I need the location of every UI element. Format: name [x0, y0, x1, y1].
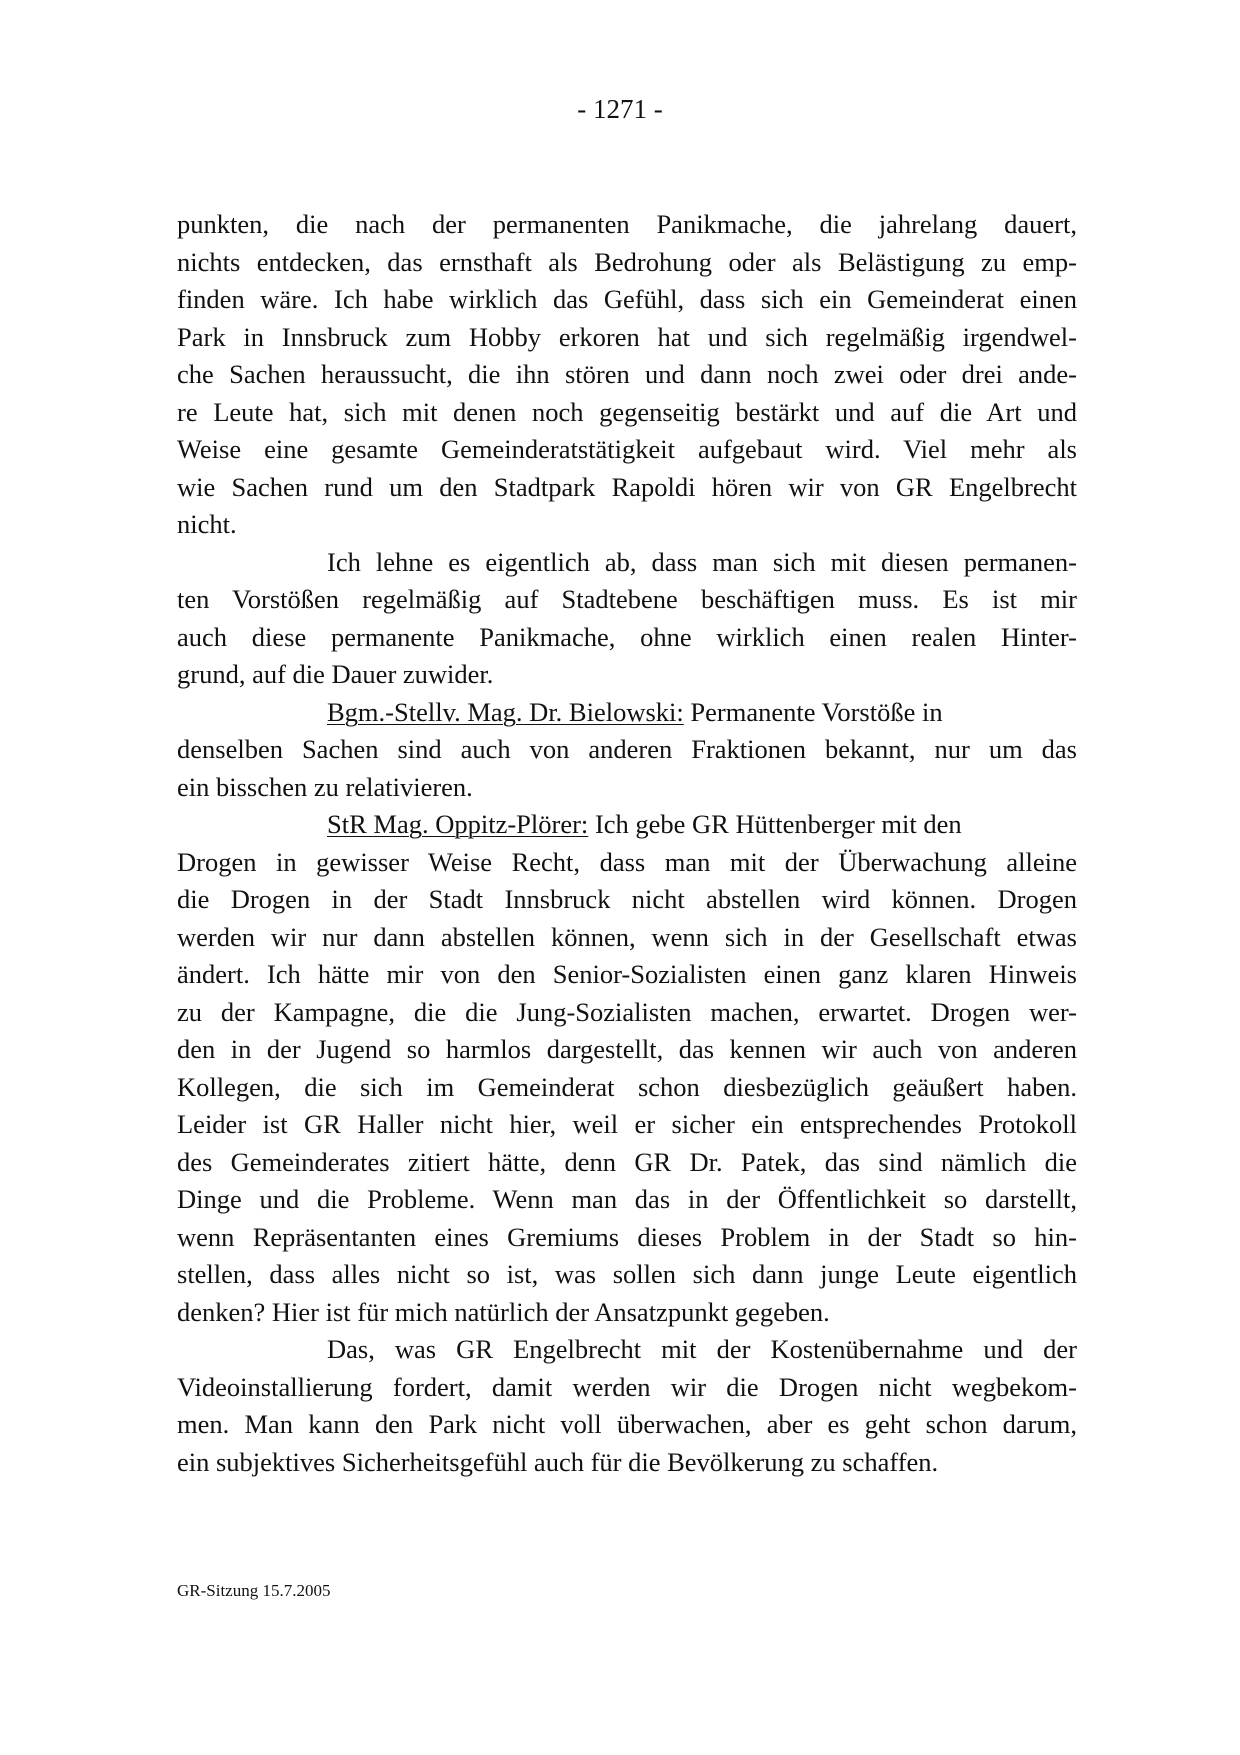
text-line: [177, 694, 1077, 732]
text-line: wenn Repräsentanten eines Gremiums dieses Problem in der Stadt so hin-: [177, 1221, 1077, 1252]
text-line: Ich lehne es eigentlich ab, dass man sich mit diesen permanen-: [327, 546, 1077, 577]
text-line: zu der Kampagne, die die Jung-Sozialisten machen, erwartet. Drogen wer-: [177, 996, 1077, 1027]
paragraph: [177, 544, 1077, 694]
text-line: die Drogen in der Stadt Innsbruck nicht abstellen wird können. Drogen: [177, 884, 1077, 914]
text-line: denken? Hier ist für mich natürlich der Ansatzpunkt gegeben.: [177, 1296, 830, 1327]
paragraph: [177, 1331, 1077, 1481]
text-line: che Sachen heraussucht, die ihn stören und dann noch zwei oder drei ande-: [177, 359, 1077, 389]
text-line: grund, auf die Dauer zuwider.: [177, 659, 494, 689]
text-line: den in der Jugend so harmlos dargestellt, das kennen wir auch von anderen: [177, 1034, 1077, 1064]
text-line: Leider ist GR Haller nicht hier, weil er sicher ein entsprechendes Protokoll: [177, 1109, 1077, 1139]
text-line: wie Sachen rund um den Stadtpark Rapoldi hören wir von GR Engelbrecht: [177, 471, 1077, 502]
text-line: des Gemeinderates zitiert hätte, denn GR Dr. Patek, das sind nämlich die: [177, 1146, 1077, 1177]
page-footer: GR-Sitzung 15.7.2005: [177, 1581, 331, 1600]
text-line: men. Man kann den Park nicht voll überwachen, aber es geht schon darum,: [177, 1409, 1077, 1439]
text-line: nicht.: [177, 509, 237, 539]
text-line: Kollegen, die sich im Gemeinderat schon diesbezüglich geäußert haben.: [177, 1071, 1077, 1102]
text-line: nichts entdecken, das ernsthaft als Bedrohung oder als Belästigung zu emp-: [177, 246, 1077, 277]
text-line: [177, 806, 1077, 844]
page-number: - 1271 -: [577, 94, 663, 124]
text-line: werden wir nur dann abstellen können, wenn sich in der Gesellschaft etwas: [177, 921, 1077, 952]
text-line: ten Vorstößen regelmäßig auf Stadtebene beschäftigen muss. Es ist mir: [177, 584, 1077, 614]
paragraph: [177, 694, 1077, 807]
text-line: ein subjektives Sicherheitsgefühl auch für die Bevölkerung zu schaffen.: [177, 1446, 939, 1477]
speaker-name: Bgm.-Stellv. Mag. Dr. Bielowski:: [327, 696, 684, 727]
body-text: [177, 206, 1077, 1481]
text-line: punkten, die nach der permanenten Panikmache, die jahrelang dauert,: [177, 209, 1077, 239]
speech-text: Ich gebe GR Hüttenberger mit den: [588, 809, 962, 839]
paragraph: [177, 206, 1077, 544]
speech-text: Permanente Vorstöße in: [683, 696, 943, 727]
text-line: auch diese permanente Panikmache, ohne wirklich einen realen Hinter-: [177, 621, 1077, 652]
text-line: Weise eine gesamte Gemeinderatstätigkeit aufgebaut wird. Viel mehr als: [177, 434, 1077, 464]
text-line: ein bisschen zu relativieren.: [177, 771, 473, 802]
text-line: Drogen in gewisser Weise Recht, dass man mit der Überwachung alleine: [177, 846, 1077, 877]
speaker-name: StR Mag. Oppitz-Plörer:: [327, 809, 589, 839]
text-line: Park in Innsbruck zum Hobby erkoren hat und sich regelmäßig irgendwel-: [177, 321, 1077, 352]
text-line: denselben Sachen sind auch von anderen Fraktionen bekannt, nur um das: [177, 734, 1077, 764]
paragraph: [177, 806, 1077, 1331]
text-line: Videoinstallierung fordert, damit werden wir die Drogen nicht wegbekom-: [177, 1371, 1077, 1402]
text-line: stellen, dass alles nicht so ist, was sollen sich dann junge Leute eigentlich: [177, 1259, 1077, 1289]
text-line: ändert. Ich hätte mir von den Senior-Sozialisten einen ganz klaren Hinweis: [177, 959, 1077, 989]
text-line: re Leute hat, sich mit denen noch gegenseitig bestärkt und auf die Art und: [177, 396, 1077, 427]
text-line: Das, was GR Engelbrecht mit der Kostenübernahme und der: [327, 1334, 1077, 1364]
text-line: Dinge und die Probleme. Wenn man das in der Öffentlichkeit so darstellt,: [177, 1184, 1077, 1214]
text-line: finden wäre. Ich habe wirklich das Gefühl, dass sich ein Gemeinderat einen: [177, 284, 1077, 314]
